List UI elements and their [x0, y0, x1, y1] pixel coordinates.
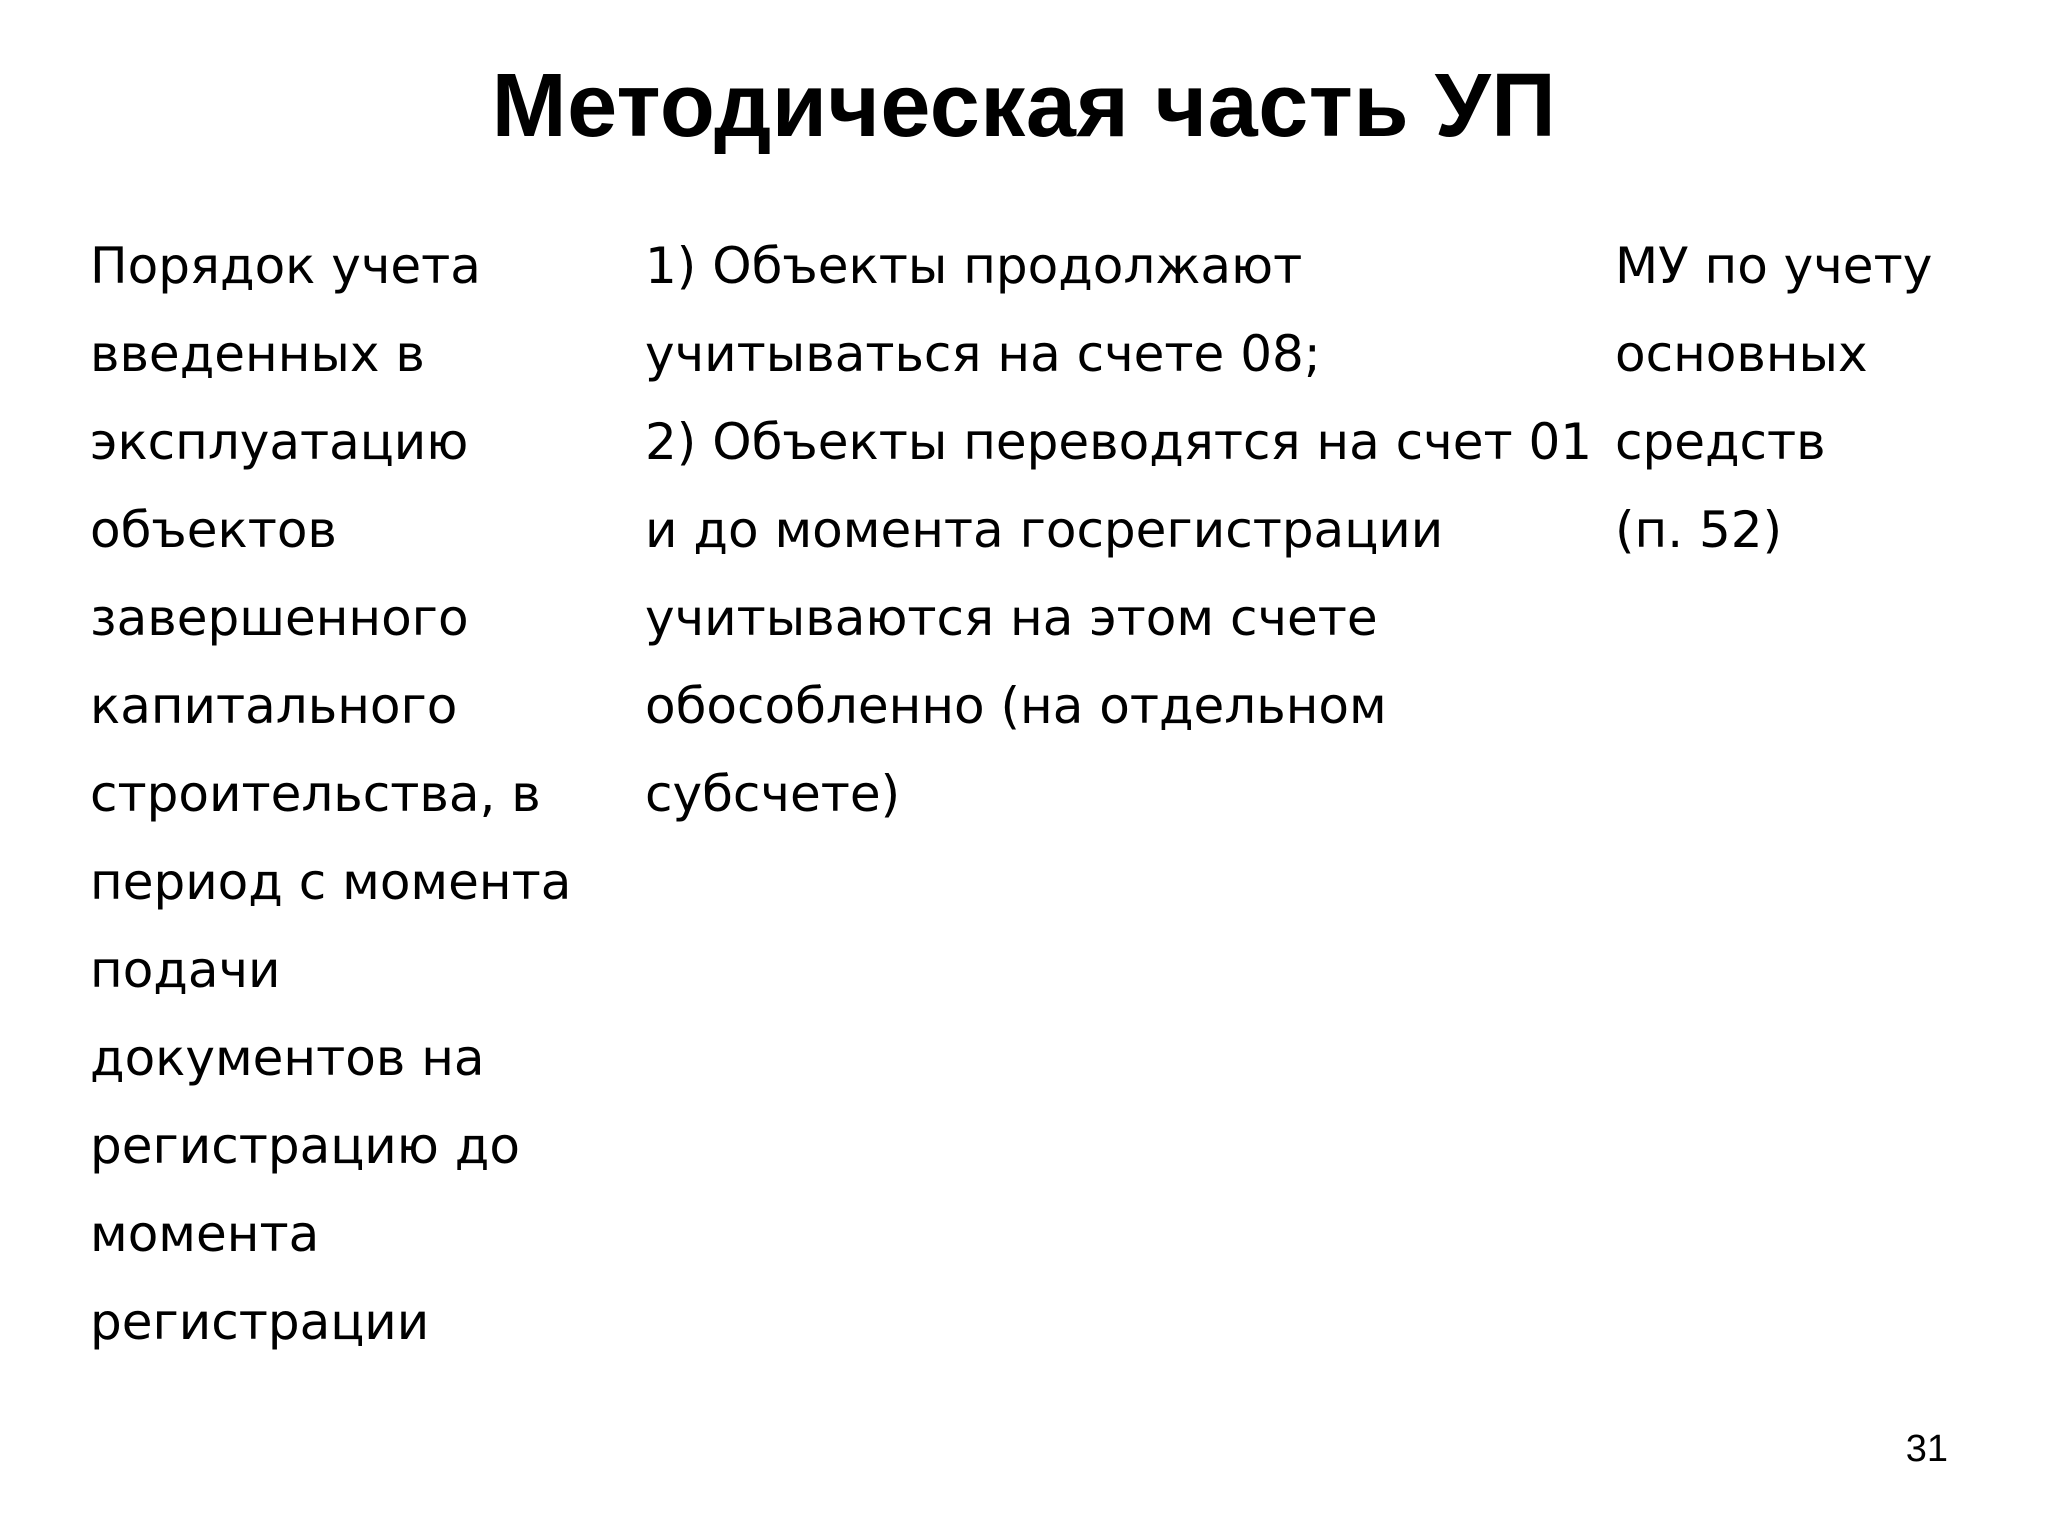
- column-subject-line: строительства, в: [90, 765, 541, 823]
- column-subject-line: подачи: [90, 941, 281, 999]
- column-subject-line: эксплуатацию: [90, 413, 469, 471]
- column-options-line: учитываются на этом счете: [645, 589, 1378, 647]
- column-subject-line: регистрации: [90, 1293, 430, 1351]
- column-subject-line: завершенного: [90, 589, 469, 647]
- column-options-line: субсчете): [645, 765, 901, 823]
- column-options-line: обособленно (на отдельном: [645, 677, 1387, 735]
- column-reference-line: МУ по учету: [1615, 237, 1933, 295]
- column-reference: [1615, 222, 2015, 574]
- column-options-line: 1) Объекты продолжают: [645, 237, 1303, 295]
- column-subject-line: период с момента: [90, 853, 572, 911]
- column-options-line: и до момента госрегистрации: [645, 501, 1444, 559]
- column-reference-line: (п. 52): [1615, 501, 1783, 559]
- column-reference-line: средств: [1615, 413, 1826, 471]
- column-subject-line: объектов: [90, 501, 337, 559]
- column-subject: [90, 222, 610, 1366]
- column-options: [645, 222, 1605, 838]
- column-subject-line: введенных в: [90, 325, 425, 383]
- column-subject-line: регистрацию до: [90, 1117, 520, 1175]
- column-subject-line: Порядок учета: [90, 237, 481, 295]
- column-options-line: учитываться на счете 08;: [645, 325, 1321, 383]
- column-options-line: 2) Объекты переводятся на счет 01: [645, 413, 1593, 471]
- column-subject-line: документов на: [90, 1029, 485, 1087]
- column-subject-line: момента: [90, 1205, 320, 1263]
- slide-title: Методическая часть УП: [491, 56, 1557, 156]
- page-number: 31: [1905, 1428, 1948, 1470]
- column-reference-line: основных: [1615, 325, 1868, 383]
- column-subject-line: капитального: [90, 677, 458, 735]
